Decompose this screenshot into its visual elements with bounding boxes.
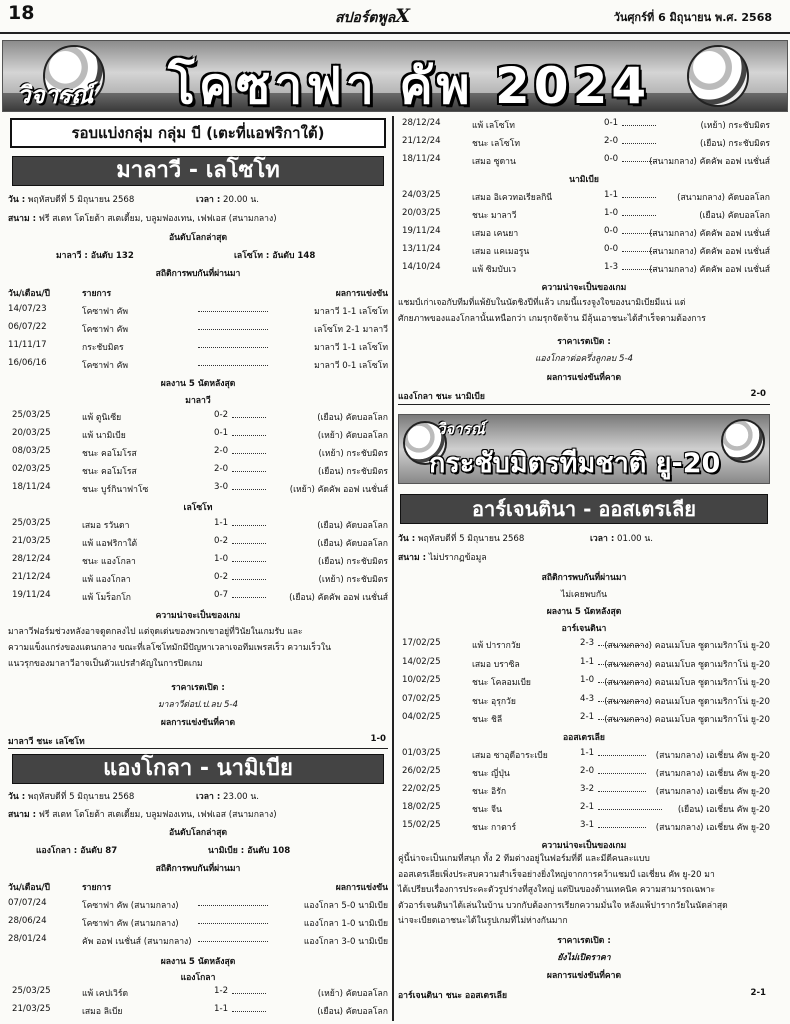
h2h-date: 28/06/24	[8, 916, 47, 926]
result-venue-competition: (เยือน) คัดบอลโลก	[317, 539, 388, 549]
result-venue-competition: (สนามกลาง) คัดบอลโลก	[677, 193, 770, 203]
leader-dots	[232, 561, 266, 562]
match3-time: เวลา : 01.00 น.	[590, 534, 653, 544]
h2h-date: 14/07/23	[8, 304, 47, 314]
result-date: 01/03/25	[402, 748, 441, 758]
match1-time: เวลา : 20.00 น.	[196, 195, 259, 205]
result-row	[394, 766, 770, 778]
result-venue-competition: (สนามกลาง) คอนเมโบล ซูดาเมริกาโน่ ยู-20	[604, 641, 770, 651]
match2-time: เวลา : 23.00 น.	[196, 792, 259, 802]
result-opponent: ชนะ บูร์กินาฟาโซ	[82, 485, 149, 495]
match3-analysis	[398, 852, 770, 930]
result-date: 18/02/25	[402, 802, 441, 812]
h2h-competition: กระชับมิตร	[82, 343, 124, 353]
result-row	[4, 410, 388, 422]
result-score: 2-1	[580, 802, 595, 812]
result-venue-competition: (เยือน) กระชับมิตร	[699, 139, 770, 149]
result-opponent: ชนะ ชิลี	[472, 715, 503, 725]
match2-odds-title: ราคาเรตเปิด :	[557, 337, 611, 347]
match3-odds: ยังไม่เปิดราคา	[557, 953, 611, 963]
result-opponent: เสมอ ซาอุดีอาระเบีย	[472, 751, 548, 761]
h2h-competition: โคซาฟา คัพ (สนามกลาง)	[82, 901, 179, 911]
result-venue-competition: (เยือน) คัดบอลโลก	[317, 1007, 388, 1017]
result-venue-competition: (สนามกลาง) คอนเมโบล ซูดาเมริกาโน่ ยู-20	[604, 696, 770, 707]
result-score: 2-0	[214, 446, 229, 456]
result-score: 1-1	[580, 748, 595, 758]
result-score: 0-2	[214, 410, 229, 420]
result-score: 2-0	[214, 464, 229, 474]
analysis-line: ความแข็งแกร่งของแดนกลาง ขณะที่เลโซโทมักมีปัญหาเวลาเจอทีมเพรสเร็ว ความเร็วใน	[8, 643, 331, 653]
result-venue-competition: (เยือน) คัดบอลโลก	[699, 211, 770, 221]
result-score: 1-1	[604, 190, 619, 200]
h2h-date: 07/07/24	[8, 898, 47, 908]
banner2-title: กระชับมิตรทีมชาติ ยู-20	[429, 448, 721, 479]
analysis-line: คู่นี้น่าจะเป็นเกมที่สนุก ทั้ง 2 ทีมต่างอยู่ในฟอร์มที่ดี และมีดีคนละแบบ	[398, 854, 650, 864]
leader-dots	[232, 471, 266, 472]
match3-analysis-title: ความน่าจะเป็นของเกม	[541, 841, 627, 851]
cosafa-banner	[2, 40, 788, 112]
result-row	[4, 518, 388, 530]
result-row	[4, 464, 388, 476]
leader-dots	[198, 311, 268, 312]
match1-predict: มาลาวี ชนะ เลโซโท 1-0	[8, 734, 386, 747]
h2h-row	[8, 304, 388, 316]
h2h-date: 16/06/16	[8, 358, 47, 368]
result-opponent: เสมอ ลิเบีย	[82, 1007, 123, 1017]
result-score: 1-1	[214, 518, 229, 528]
result-row	[394, 118, 770, 130]
result-row	[4, 590, 388, 602]
match1-rank-b: เลโซโท : อันดับ 148	[234, 251, 316, 261]
result-venue-competition: (เหย้า) กระชับมิตร	[700, 121, 770, 131]
football-icon	[721, 419, 765, 463]
brand-logo: สปอร์ตพูลX	[335, 5, 411, 27]
result-date: 21/12/24	[402, 136, 441, 146]
match2-rank-a: แองโกลา : อันดับ 87	[36, 846, 118, 856]
result-date: 04/02/25	[402, 712, 441, 722]
result-row	[394, 638, 770, 650]
match3-predict-title: ผลการแข่งขันที่คาด	[546, 971, 622, 981]
result-date: 18/11/24	[12, 482, 51, 492]
result-date: 21/03/25	[12, 1004, 51, 1014]
match2-predict: แองโกลา ชนะ นามิเบีย 2-0	[398, 389, 766, 402]
leader-dots	[622, 197, 656, 198]
match2-team-b: นามิเบีย	[569, 175, 599, 185]
leader-dots	[198, 941, 268, 942]
result-row	[394, 136, 770, 148]
result-opponent: เสมอ บราซิล	[472, 659, 520, 670]
match1-title: มาลาวี - เลโซโท	[12, 156, 384, 186]
result-opponent: ชนะ โคลอมเบีย	[472, 678, 531, 688]
result-date: 24/03/25	[402, 190, 441, 200]
result-score: 1-0	[580, 675, 595, 685]
result-opponent: แพ้ โมร็อกโก	[82, 593, 132, 603]
result-score: 2-1	[580, 712, 595, 722]
result-opponent: ชนะ กาตาร์	[472, 823, 517, 833]
result-date: 21/12/24	[12, 572, 51, 582]
result-row	[394, 226, 770, 238]
result-score: 0-2	[214, 572, 229, 582]
result-venue-competition: (สนามกลาง) คัดคัพ ออฟ เนชั่นส์	[649, 265, 770, 275]
result-venue-competition: (สนามกลาง) คัดคัพ ออฟ เนชั่นส์	[649, 247, 770, 257]
result-opponent: แพ้ ซิมบับเว	[472, 265, 517, 275]
analysis-line: ได้เปรียบเรื่องการประคะตัวรูปร่างที่สูงใหญ่ แต่ปินของต้านเทคนิค ความสามารถเฉพาะ	[398, 885, 716, 895]
leader-dots	[598, 827, 646, 828]
result-score: 3-0	[214, 482, 229, 492]
result-opponent: ชนะ มาลาวี	[472, 211, 517, 221]
u20-banner	[398, 414, 770, 484]
match3-odds-title: ราคาเรตเปิด :	[557, 936, 611, 946]
result-venue-competition: (เหย้า) กระชับมิตร	[318, 575, 388, 585]
match1-analysis	[8, 624, 388, 672]
match2-h2h-title: สถิติการพบกันที่ผ่านมา	[155, 864, 241, 874]
result-venue-competition: (เยือน) คัดคัพ ออฟ เนชั่นส์	[289, 593, 388, 603]
leader-dots	[232, 453, 266, 454]
result-date: 08/03/25	[12, 446, 51, 456]
match2-h2h-header: วัน/เดือน/ปี รายการ ผลการแข่งขัน	[8, 883, 388, 893]
leader-dots	[598, 791, 646, 792]
match3-venue: สนาม : ไม่ปรากฏข้อมูล	[398, 553, 487, 563]
football-icon	[687, 45, 749, 107]
result-date: 14/10/24	[402, 262, 441, 272]
match2-rank-b: นามิเบีย : อันดับ 108	[208, 846, 291, 856]
leader-dots	[622, 125, 656, 126]
analysis-line: ออสเตรเลียเพิ่งประสบความสำเร็จอย่างยิ่งใหญ่จากการคว้าแชมป์ เอเชี่ยน คัพ ยู-20 มา	[398, 869, 715, 880]
leader-dots	[232, 597, 266, 598]
result-row	[394, 675, 770, 687]
h2h-row	[8, 898, 388, 910]
result-row	[4, 536, 388, 548]
leader-dots	[198, 923, 268, 924]
result-score: 0-1	[604, 118, 619, 128]
result-date: 17/02/25	[402, 638, 441, 648]
result-score: 1-3	[604, 262, 619, 272]
match3-team-a: อาร์เจนตินา	[561, 624, 607, 634]
leader-dots	[232, 993, 266, 994]
analysis-line: น่าจะเบียดเอาชนะได้ในรูปเกมที่ไม่ห่างกันมาก	[398, 916, 568, 926]
h2h-competition: โคซาฟา คัพ (สนามกลาง)	[82, 919, 179, 929]
result-opponent: เสมอ แคเมอรูน	[472, 247, 530, 257]
page-number: 18	[8, 2, 35, 24]
result-score: 1-1	[214, 1004, 229, 1014]
result-row	[4, 986, 388, 998]
result-date: 22/02/25	[402, 784, 441, 794]
result-opponent: แพ้ นามิเบีย	[82, 431, 126, 441]
match2-odds: แองโกลาต่อครึ่งลูกลบ 5-4	[534, 354, 634, 364]
result-opponent: เสมอ อิเควทอเรียลกินี	[472, 193, 553, 203]
match1-rank-a: มาลาวี : อันดับ 132	[56, 251, 134, 261]
leader-dots	[232, 435, 266, 436]
leader-dots	[198, 329, 268, 330]
result-opponent: แพ้ เคปเวิร์ด	[82, 989, 129, 999]
match2-date: วัน : พฤหัสบดีที่ 5 มิถุนายน 2568	[8, 792, 135, 802]
match2-venue: สนาม : ฟรี สเตท โตโยต้า สเตเดี้ยม, บลูมฟองเทน, เฟฟเอส (สนามกลาง)	[8, 810, 277, 820]
result-opponent: แพ้ ตูนิเซีย	[82, 413, 122, 423]
leader-dots	[622, 143, 656, 144]
result-venue-competition: (เยือน) กระชับมิตร	[317, 467, 388, 477]
banner2-script: วิจารณ์	[437, 420, 485, 438]
h2h-competition: โคซาฟา คัพ	[82, 325, 129, 335]
match1-odds-title: ราคาเรตเปิด :	[171, 683, 225, 693]
result-opponent: ชนะ ญี่ปุ่น	[472, 769, 510, 779]
leader-dots	[198, 365, 268, 366]
match3-date: วัน : พฤหัสบดีที่ 5 มิถุนายน 2568	[398, 534, 525, 544]
h2h-row	[8, 934, 388, 946]
match2-team-a: แองโกลา	[180, 973, 216, 983]
leader-dots	[598, 809, 662, 810]
result-row	[394, 784, 770, 796]
result-date: 10/02/25	[402, 675, 441, 685]
result-score: 0-7	[214, 590, 229, 600]
h2h-row	[8, 322, 388, 334]
result-row	[394, 190, 770, 202]
result-date: 02/03/25	[12, 464, 51, 474]
result-score: 0-0	[604, 226, 619, 236]
h2h-date: 06/07/22	[8, 322, 47, 332]
result-date: 19/11/24	[12, 590, 51, 600]
result-row	[4, 572, 388, 584]
result-opponent: แพ้ แองโกลา	[82, 575, 131, 585]
result-score: 0-0	[604, 154, 619, 164]
result-score: 0-2	[214, 536, 229, 546]
result-venue-competition: (สนามกลาง) เอเชี่ยน คัพ ยู-20	[655, 751, 770, 761]
analysis-line: ศักยภาพของแองโกลานั้นเหนือกว่า เกมรุกจัดจ้าน มีลุ้นเอาชนะได้สำเร็จตามต้องการ	[398, 314, 706, 324]
result-date: 18/11/24	[402, 154, 441, 164]
h2h-result: มาลาวี 1-1 เลโซโท	[314, 343, 388, 353]
result-venue-competition: (เยือน) กระชับมิตร	[317, 557, 388, 567]
result-opponent: ชนะ แองโกลา	[82, 557, 136, 567]
banner-script: วิจารณ์	[17, 80, 94, 109]
result-date: 28/12/24	[12, 554, 51, 564]
result-row	[394, 154, 770, 166]
result-venue-competition: (เยือน) คัดบอลโลก	[317, 413, 388, 423]
result-venue-competition: (เหย้า) คัดคัพ ออฟ เนชั่นส์	[289, 485, 388, 495]
result-date: 25/03/25	[12, 986, 51, 996]
result-row	[394, 244, 770, 256]
result-opponent: เสมอ รวันดา	[82, 521, 130, 531]
analysis-line: แชมป์เก่าเจอกับทีมที่แพ้ยับในนัดชิงปีที่แล้ว เกมนี้แรงจูงใจของนามิเบียมีแน่ แต่	[398, 298, 686, 308]
match3-team-b: ออสเตรเลีย	[563, 733, 605, 743]
leader-dots	[232, 543, 266, 544]
result-venue-competition: (เหย้า) คัดบอลโลก	[317, 431, 388, 441]
result-score: 3-1	[580, 820, 595, 830]
match3-last5-title: ผลงาน 5 นัดหลังสุด	[546, 607, 622, 617]
result-score: 1-2	[214, 986, 229, 996]
result-row	[394, 262, 770, 274]
result-date: 25/03/25	[12, 518, 51, 528]
result-venue-competition: (เหย้า) กระชับมิตร	[318, 449, 388, 459]
leader-dots	[198, 347, 268, 348]
match1-team-b: เลโซโท	[183, 503, 213, 513]
leader-dots	[198, 905, 268, 906]
result-row	[394, 657, 770, 669]
result-row	[4, 428, 388, 440]
result-opponent: ชนะ อิรัก	[472, 787, 507, 797]
publish-date: วันศุกร์ที่ 6 มิถุนายน พ.ศ. 2568	[613, 11, 772, 24]
result-score: 4-3	[580, 693, 595, 704]
analysis-line: ตัวอาร์เจนตินาได้เล่นในบ้าน บวกกับต้องการเรียกความมั่นใจ หลังแพ้ปารากวัยในนัดล่าสุด	[398, 900, 728, 911]
leader-dots	[622, 215, 656, 216]
result-row	[394, 208, 770, 220]
result-score: 1-0	[604, 208, 619, 218]
result-venue-competition: (เยือน) เอเชี่ยน คัพ ยู-20	[677, 805, 770, 815]
result-date: 26/02/25	[402, 766, 441, 776]
leader-dots	[232, 417, 266, 418]
leader-dots	[598, 755, 646, 756]
result-score: 3-2	[580, 784, 595, 794]
match3-h2h-title: สถิติการพบกันที่ผ่านมา	[541, 573, 627, 583]
leader-dots	[232, 489, 266, 490]
result-row	[394, 748, 770, 760]
result-venue-competition: (สนามกลาง) คัดคัพ ออฟ เนชั่นส์	[649, 157, 770, 167]
result-score: 0-1	[214, 428, 229, 438]
h2h-competition: โคซาฟา คัพ	[82, 307, 129, 317]
result-opponent: ชนะ เลโซโท	[472, 139, 520, 149]
result-opponent: ชนะ คอโมโรส	[82, 449, 137, 459]
result-venue-competition: (สนามกลาง) คอนเมโบล ซูดาเมริกาโน่ ยู-20	[604, 715, 770, 725]
match1-h2h-title: สถิติการพบกันที่ผ่านมา	[155, 269, 241, 279]
match2-analysis-title: ความน่าจะเป็นของเกม	[541, 283, 627, 293]
match1-venue: สนาม : ฟรี สเตท โตโยต้า สเตเดี้ยม, บลูมฟองเทน, เฟฟเอส (สนามกลาง)	[8, 214, 277, 224]
result-row	[4, 482, 388, 494]
result-date: 19/11/24	[402, 226, 441, 236]
result-venue-competition: (สนามกลาง) เอเชี่ยน คัพ ยู-20	[655, 823, 770, 833]
result-opponent: แพ้ แอฟริกาใต้	[82, 539, 138, 549]
h2h-result: แองโกลา 3-0 นามิเบีย	[303, 937, 388, 947]
result-venue-competition: (เยือน) คัดบอลโลก	[317, 521, 388, 531]
result-date: 20/03/25	[402, 208, 441, 218]
h2h-result: เลโซโท 2-1 มาลาวี	[314, 325, 388, 335]
result-venue-competition: (สนามกลาง) คอนเมโบล ซูดาเมริกาโน่ ยู-20	[604, 659, 770, 670]
result-venue-competition: (สนามกลาง) เอเชี่ยน คัพ ยู-20	[655, 787, 770, 797]
result-opponent: เสมอ ซูดาน	[472, 157, 516, 167]
leader-dots	[232, 579, 266, 580]
match1-odds: มาลาวีต่อป.ป.ลบ 5-4	[157, 700, 238, 710]
result-date: 25/03/25	[12, 410, 51, 420]
match1-last5-title: ผลงาน 5 นัดหลังสุด	[160, 379, 236, 389]
result-opponent: แพ้ เลโซโท	[472, 121, 515, 131]
match2-ranking-title: อันดับโลกล่าสุด	[168, 828, 228, 838]
result-date: 15/02/25	[402, 820, 441, 830]
result-venue-competition: (เหย้า) คัดบอลโลก	[317, 989, 388, 999]
result-row	[4, 1004, 388, 1016]
result-venue-competition: (สนามกลาง) คัดคัพ ออฟ เนชั่นส์	[649, 229, 770, 239]
match1-h2h-header: วัน/เดือน/ปี รายการ ผลการแข่งขัน	[8, 289, 388, 299]
analysis-line: มาลาวีฟอร์มช่วงหลังอาจดูตกลงไป แต่จุดเด่นของพวกเขาอยู่ที่วินัยในเกมรับ และ	[8, 627, 303, 637]
leader-dots	[232, 525, 266, 526]
h2h-row	[8, 916, 388, 928]
h2h-competition: โคซาฟา คัพ	[82, 361, 129, 371]
result-date: 28/12/24	[402, 118, 441, 128]
leader-dots	[598, 773, 646, 774]
h2h-row	[8, 358, 388, 370]
match2-predict-title: ผลการแข่งขันที่คาด	[546, 373, 622, 383]
h2h-competition: คัพ ออฟ เนชั่นส์ (สนามกลาง)	[82, 937, 192, 947]
result-venue-competition: (สนามกลาง) เอเชี่ยน คัพ ยู-20	[655, 769, 770, 779]
match1-predict-title: ผลการแข่งขันที่คาด	[160, 718, 236, 728]
match3-title: อาร์เจนตินา - ออสเตรเลีย	[400, 494, 768, 524]
result-score: 2-0	[580, 766, 595, 776]
result-score: 1-1	[580, 656, 595, 667]
match3-h2h-none: ไม่เคยพบกัน	[561, 590, 607, 600]
result-date: 07/02/25	[402, 693, 441, 704]
result-score: 2-3	[580, 638, 595, 648]
result-row	[4, 554, 388, 566]
result-date: 13/11/24	[402, 244, 441, 254]
h2h-result: มาลาวี 1-1 เลโซโท	[314, 307, 388, 317]
group-header: รอบแบ่งกลุ่ม กลุ่ม บี (เตะที่แอฟริกาใต้)	[10, 118, 386, 148]
result-opponent: เสมอ เคนยา	[472, 229, 519, 239]
h2h-result: มาลาวี 0-1 เลโซโท	[314, 361, 388, 371]
h2h-result: แองโกลา 1-0 นามิเบีย	[303, 919, 388, 929]
page-header	[0, 0, 790, 34]
h2h-result: แองโกลา 5-0 นามิเบีย	[303, 901, 388, 911]
match1-ranking-title: อันดับโลกล่าสุด	[168, 233, 228, 243]
result-opponent: ชนะ อุรุกวัย	[472, 696, 516, 707]
match2-analysis	[398, 295, 770, 327]
h2h-row	[8, 340, 388, 352]
h2h-date: 28/01/24	[8, 934, 47, 944]
result-opponent: ชนะ คอโมโรส	[82, 467, 137, 477]
result-score: 0-0	[604, 244, 619, 254]
result-date: 14/02/25	[402, 656, 441, 667]
match2-title: แองโกลา - นามิเบีย	[12, 754, 384, 784]
result-row	[394, 820, 770, 832]
result-date: 20/03/25	[12, 428, 51, 438]
result-score: 1-0	[214, 554, 229, 564]
analysis-line: แนวรุกของมาลาวีอาจเป็นตัวแปรสำคัญในการปิดเกม	[8, 659, 203, 669]
result-score: 2-0	[604, 136, 619, 146]
result-row	[394, 694, 770, 706]
banner-title: โคซาฟา คัพ 2024	[168, 57, 651, 112]
result-venue-competition: (สนามกลาง) คอนเมโบล ซูดาเมริกาโน่ ยู-20	[604, 678, 770, 688]
result-row	[394, 712, 770, 724]
result-opponent: ชนะ จีน	[472, 805, 502, 815]
leader-dots	[232, 1011, 266, 1012]
h2h-date: 11/11/17	[8, 340, 47, 350]
match1-analysis-title: ความน่าจะเป็นของเกม	[155, 611, 241, 621]
match1-team-a: มาลาวี	[185, 396, 211, 406]
match3-predict: อาร์เจนตินา ชนะ ออสเตรเลีย 2-1	[398, 988, 766, 1001]
result-row	[394, 802, 770, 814]
result-opponent: แพ้ ปารากวัย	[472, 641, 521, 651]
match1-date: วัน : พฤหัสบดีที่ 5 มิถุนายน 2568	[8, 195, 135, 205]
result-row	[4, 446, 388, 458]
match2-last5-title: ผลงาน 5 นัดหลังสุด	[160, 957, 236, 967]
result-date: 21/03/25	[12, 536, 51, 546]
